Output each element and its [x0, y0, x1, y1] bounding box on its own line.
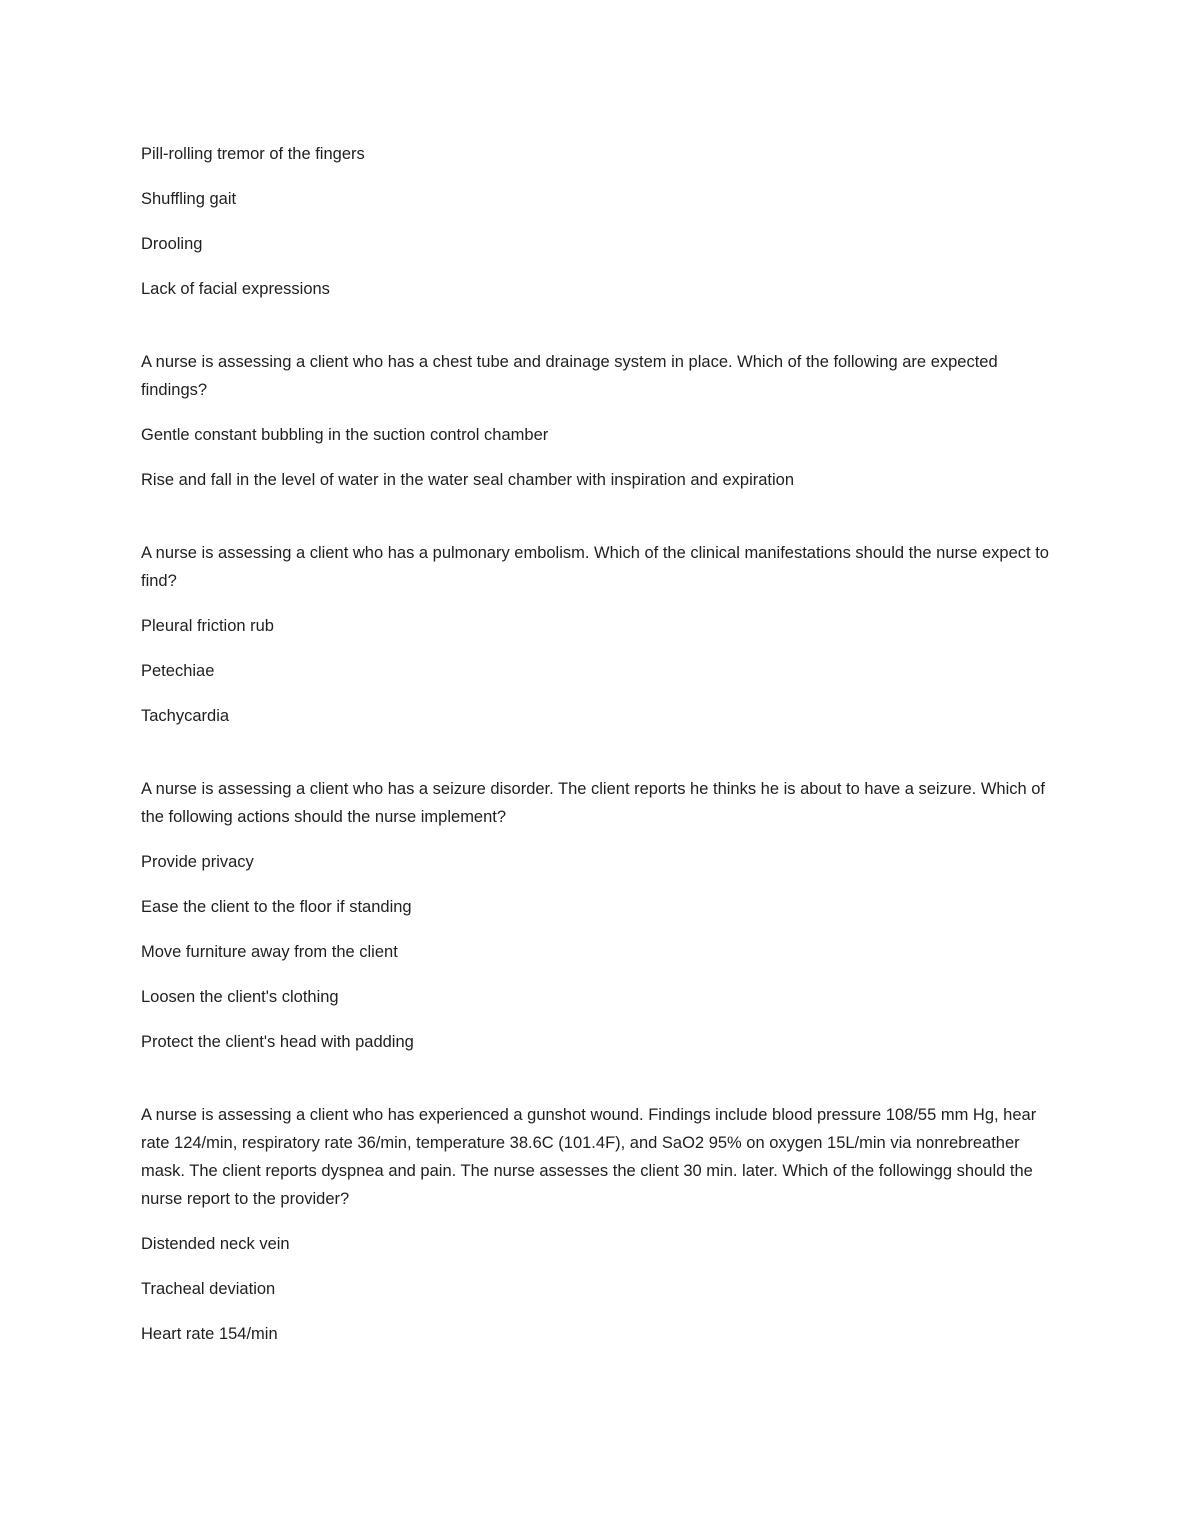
answer-option: Distended neck vein	[141, 1235, 290, 1253]
answer-option: Lack of facial expressions	[141, 280, 330, 298]
answer-option: Tracheal deviation	[141, 1280, 276, 1298]
question-text: A nurse is assessing a client who has experienced a gunshot wound. Findings include blood pressure 108/55 mm Hg, hear rate 124/min, respiratory rate 36/min, temperature 38.6C (101.4F), and SaO2 95% on oxygen 15L/min via nonrebreather mask. The client reports dyspnea and pain. The nurse assesses the client 30 min. later. Which of the followingg should the nurse report to the provider?	[141, 1106, 1037, 1208]
answer-option: Move furniture away from the client	[141, 943, 398, 961]
question-text: A nurse is assessing a client who has a chest tube and drainage system in place. Which of the following are expected findings?	[141, 353, 998, 399]
question-block	[141, 348, 1051, 494]
answer-option: Petechiae	[141, 662, 215, 680]
question-text: A nurse is assessing a client who has a seizure disorder. The client reports he thinks he is about to have a seizure. Which of the following actions should the nurse implement?	[141, 780, 1046, 826]
answer-option: Heart rate 154/min	[141, 1325, 278, 1343]
question-block	[141, 1101, 1051, 1348]
answer-option: Rise and fall in the level of water in the water seal chamber with inspiration and expiration	[141, 471, 795, 489]
answer-option: Shuffling gait	[141, 190, 237, 208]
document-content	[141, 140, 1051, 1348]
answer-option: Loosen the client's clothing	[141, 988, 339, 1006]
answer-option: Ease the client to the floor if standing	[141, 898, 412, 916]
answer-option: Pill-rolling tremor of the fingers	[141, 145, 365, 163]
answer-option: Pleural friction rub	[141, 617, 274, 635]
question-block	[141, 775, 1051, 1056]
answer-option: Drooling	[141, 235, 203, 253]
question-block	[141, 539, 1051, 730]
answer-option: Protect the client's head with padding	[141, 1033, 414, 1051]
question-block	[141, 140, 1051, 303]
answer-option: Provide privacy	[141, 853, 254, 871]
answer-option: Tachycardia	[141, 707, 230, 725]
question-text: A nurse is assessing a client who has a pulmonary embolism. Which of the clinical manifestations should the nurse expect to find?	[141, 544, 1049, 590]
answer-option: Gentle constant bubbling in the suction control chamber	[141, 426, 549, 444]
